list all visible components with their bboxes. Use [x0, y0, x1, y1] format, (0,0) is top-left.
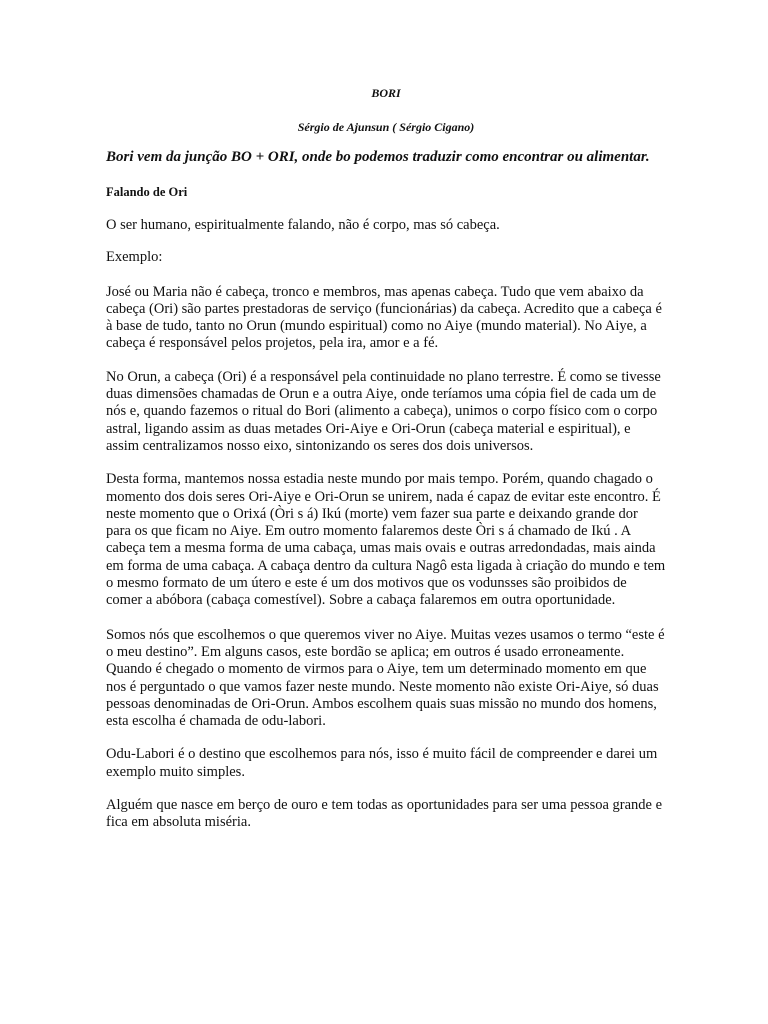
- body-paragraph: No Orun, a cabeça (Ori) é a responsável pela continuidade no plano terrestre. É como se tivesse duas dimensões chamadas de Orun e a outra Aiye, onde teríamos uma cópia fiel de cada um de nós e, quando fazemos o ritual do Bori (alimento a cabeça), unimos o corpo físico com o corpo astral, ligando assim as duas metades Ori-Aiye e Ori-Orun (cabeça material e espiritual), e assim centralizamos nosso eixo, sintonizando os seres dos dois universos.: [106, 368, 661, 454]
- document-title: BORI: [371, 86, 401, 100]
- body-paragraph: O ser humano, espiritualmente falando, não é corpo, mas só cabeça.: [106, 217, 500, 233]
- body-paragraph: Exemplo:: [106, 249, 163, 266]
- document-body: [106, 86, 666, 832]
- body-paragraph: Odu-Labori é o destino que escolhemos para nós, isso é muito fácil de compreender e darei um exemplo muito simples.: [106, 746, 658, 780]
- section-heading: Falando de Ori: [106, 185, 188, 199]
- body-paragraph: José ou Maria não é cabeça, tronco e membros, mas apenas cabeça. Tudo que vem abaixo da cabeça (Ori) são partes prestadoras de serviço (funcionárias) da cabeça. Acredito que a cabeça é à base de tudo, tanto no Orun (mundo espiritual) como no Aiye (mundo material). No Aiye, a cabeça é responsável pelos projetos, pela ira, amor e a fé.: [106, 283, 662, 352]
- lead-paragraph: Bori vem da junção BO + ORI, onde bo podemos traduzir como encontrar ou alimentar.: [106, 149, 650, 165]
- body-paragraph: Alguém que nasce em berço de ouro e tem todas as oportunidades para ser uma pessoa grande e fica em absoluta miséria.: [106, 797, 663, 831]
- document-author: Sérgio de Ajunsun ( Sérgio Cigano): [297, 120, 475, 134]
- body-paragraph: Desta forma, mantemos nossa estadia neste mundo por mais tempo. Porém, quando chagado o momento dos dois seres Ori-Aiye e Ori-Orun se unirem, nada é capaz de evitar este encontro. É neste momento que o Orixá (Òri s á) Ikú (morte) vem fazer sua parte e deixando grande dor para os que ficam no Aiye. Em outro momento falaremos deste Òri s á chamado de Ikú . A cabeça tem a mesma forma de uma cabaça, umas mais ovais e outras arredondadas, mais ainda em forma de uma cabaça. A cabaça dentro da cultura Nagô esta ligada à criação do mundo e tem o mesmo formato de um útero e este é um dos motivos que os vodunsses são proibidos de comer a abóbora (cabaça comestível). Sobre a cabaça falaremos em outra oportunidade.: [106, 471, 666, 609]
- body-paragraph: Somos nós que escolhemos o que queremos viver no Aiye. Muitas vezes usamos o termo “este é o meu destino”. Em alguns casos, este bordão se aplica; em outros é usado erroneamente. Quando é chegado o momento de virmos para o Aiye, tem um determinado momento em que nos é perguntado o que vamos fazer neste mundo. Neste momento não existe Ori-Aiye, só duas pessoas denominadas de Ori-Orun. Ambos escolhem quais suas missão no mundo dos homens, esta escolha é chamada de odu-labori.: [106, 626, 665, 730]
